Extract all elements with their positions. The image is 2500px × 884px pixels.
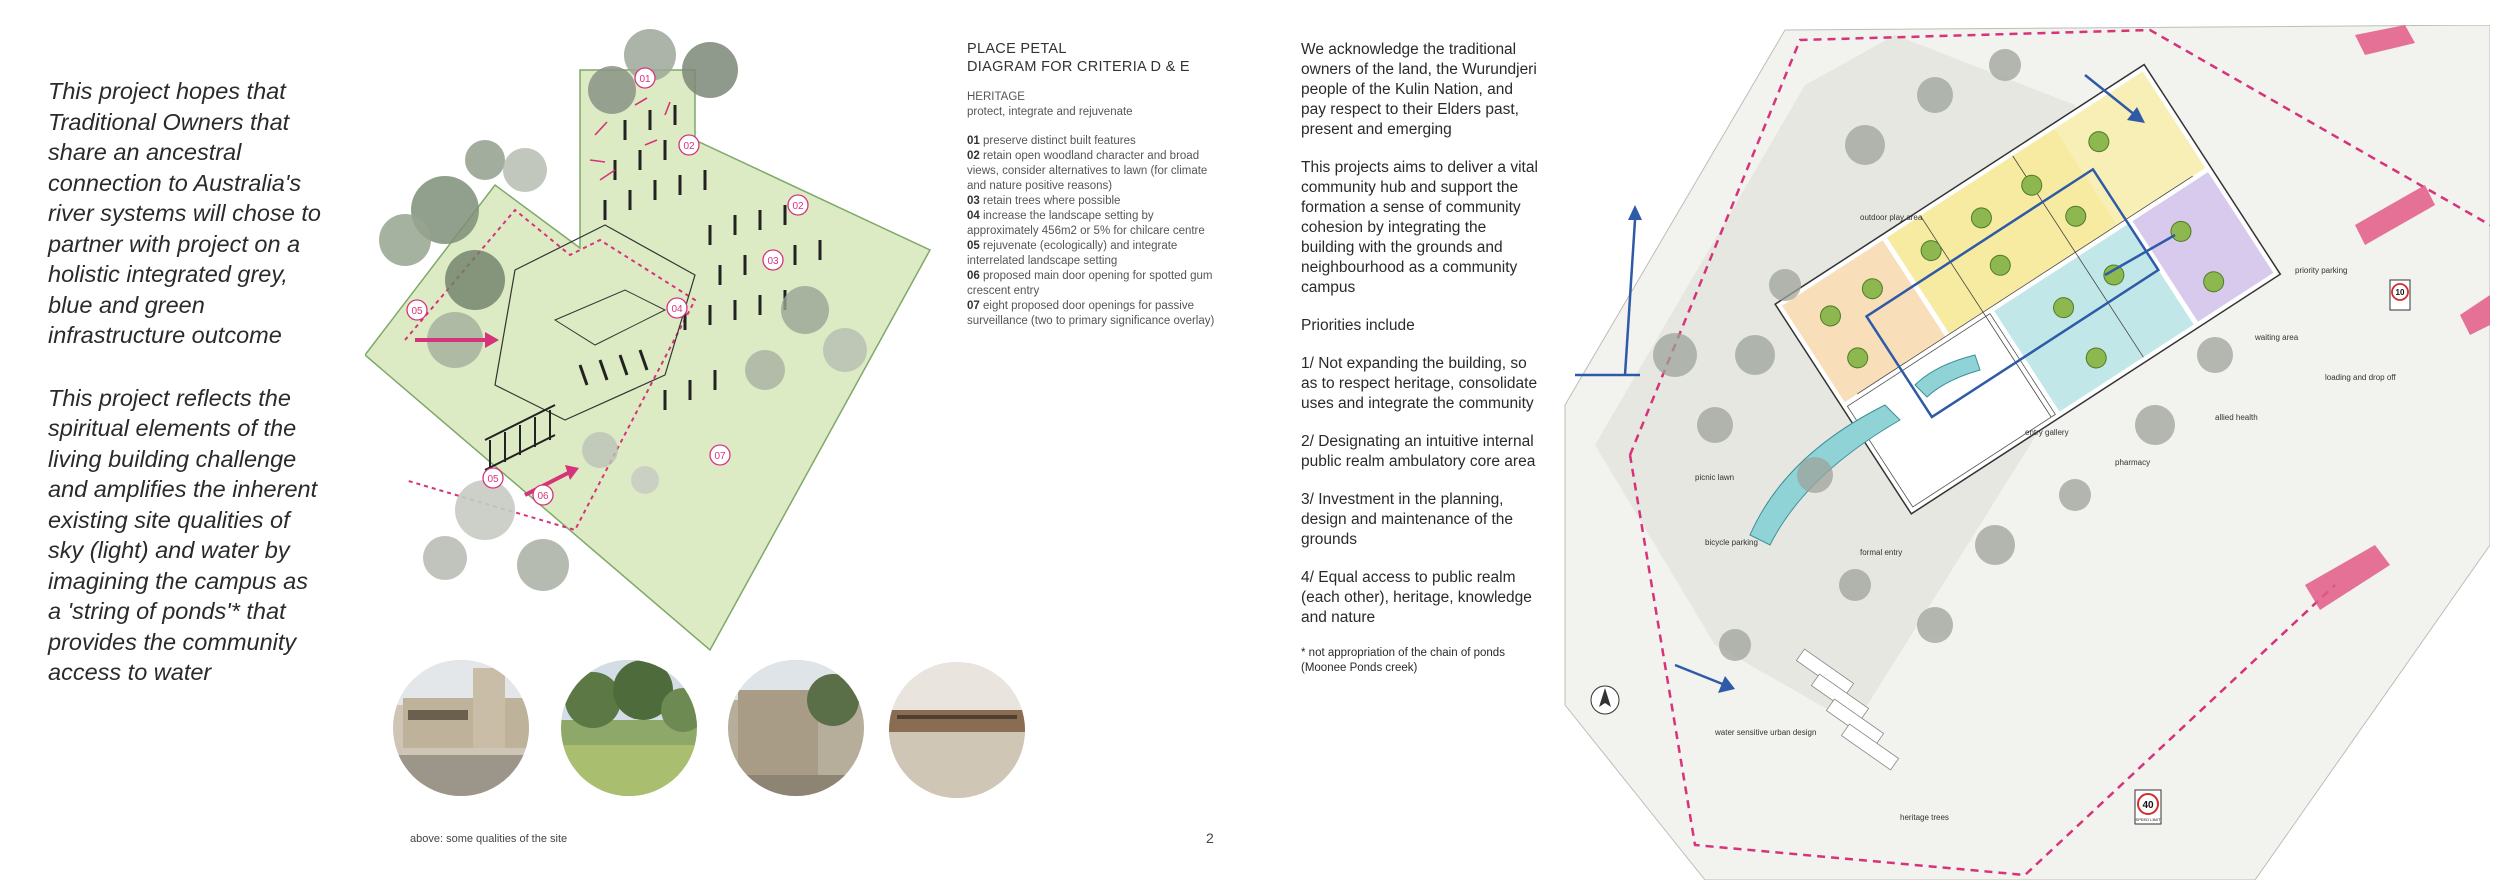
ack-paragraph-6: 3/ Investment in the planning, design and maintenance of the grounds (1301, 491, 1513, 548)
ack-paragraph-1: We acknowledge the traditional owners of the land, the Wurundjeri people of the Kulin Nation, and pay respect to their Elders past, present and emerging (1301, 41, 1537, 138)
list-item: 05 rejuvenate (ecologically) and integrate interrelated landscape setting (967, 240, 1178, 267)
label-outdoor-play: outdoor play area (1860, 213, 1923, 222)
marker-06 (763, 250, 783, 270)
marker-label: 02 (792, 201, 804, 212)
label-heritage-trees: heritage trees (1900, 813, 1949, 822)
ack-paragraph-5: 2/ Designating an intuitive internal public realm ambulatory core area (1301, 433, 1536, 470)
list-item: 01 preserve distinct built features (967, 135, 1136, 147)
marker-label: 03 (767, 256, 779, 267)
label-picnic-lawn: picnic lawn (1695, 473, 1735, 482)
page-number: 2 (1206, 830, 1214, 846)
site-photos (393, 660, 873, 800)
marker-label: 05 (411, 306, 423, 317)
marker-label: 05 (487, 474, 499, 485)
label-allied-health: allied health (2215, 413, 2258, 422)
label-priority-parking: priority parking (2295, 266, 2348, 275)
petal-subtitle: protect, integrate and rejuvenate (967, 106, 1133, 118)
list-item: 04 increase the landscape setting by approximately 456m2 or 5% for chilcare centre (967, 210, 1205, 237)
list-item: 03 retain trees where possible (967, 195, 1121, 207)
site-plan (1555, 25, 2490, 880)
marker-03 (533, 485, 553, 505)
speed-40-label: SPEED LIMIT (2135, 817, 2161, 822)
marker-label: 04 (671, 304, 683, 315)
marker-label: 02 (683, 141, 695, 152)
ack-paragraph-2: This projects aims to deliver a vital community hub and support the formation a sense of community cohesion by integrating the building with the grounds and neighbourhood as a community campus (1301, 159, 1538, 296)
petal-list (967, 134, 1222, 329)
label-entry-gallery: entry gallery (2025, 428, 2069, 437)
petal-title-1: PLACE PETAL (967, 41, 1067, 57)
marker-05-b (710, 445, 730, 465)
intro-text (48, 76, 323, 720)
photo-interior-circle (887, 660, 1027, 800)
label-waiting-area: waiting area (2255, 333, 2299, 342)
acknowledgement-text (1301, 40, 1541, 676)
speed-sign-40 (2135, 790, 2161, 824)
speed-40-value: 40 (2142, 800, 2154, 811)
ack-footnote: * not appropriation of the chain of ponds (Moonee Ponds creek) (1301, 647, 1505, 674)
label-loading: loading and drop off (2325, 373, 2396, 382)
north-arrow-icon (1591, 686, 1619, 714)
intro-paragraph-2: This project reflects the spiritual elements of the living building challenge and amplifies the inherent existing site qualities of sky (light) and water by imagining the campus as a 'string of ponds'* that provides the community access to water (48, 384, 318, 685)
marker-05-a (788, 195, 808, 215)
marker-label: 01 (639, 74, 651, 85)
marker-04 (635, 68, 655, 88)
photo-concrete-building (393, 660, 533, 800)
list-item: 07 eight proposed door openings for passive surveillance (two to primary significance overlay) (967, 300, 1215, 327)
place-petal-text (967, 40, 1222, 329)
intro-paragraph-1: This project hopes that Traditional Owners that share an ancestral connection to Australia's river systems will chose to partner with project on a holistic integrated grey, blue and green infrastructure outcome (48, 78, 321, 348)
photo-concrete-cylinder (728, 660, 868, 800)
label-water-sensitive: water sensitive urban design (1715, 728, 1817, 737)
speed-sign-10 (2390, 280, 2410, 310)
label-pharmacy: pharmacy (2115, 458, 2151, 467)
site-diagram (365, 10, 945, 660)
ack-paragraph-3: Priorities include (1301, 317, 1415, 334)
label-bike-parking: bicycle parking (1705, 538, 1758, 547)
petal-section: HERITAGE (967, 91, 1025, 103)
marker-label: 06 (537, 491, 549, 502)
marker-label: 07 (714, 451, 726, 462)
list-item: 02 retain open woodland character and broad views, consider alternatives to lawn (for climate and nature positive reasons) (967, 150, 1208, 192)
petal-title-2: DIAGRAM FOR CRITERIA D & E (967, 59, 1190, 75)
ack-paragraph-4: 1/ Not expanding the building, so as to respect heritage, consolidate uses and integrate the community (1301, 355, 1538, 412)
photo-caption: above: some qualities of the site (410, 833, 568, 845)
photo-woodland (561, 660, 705, 800)
list-item: 06 proposed main door opening for spotted gum crescent entry (967, 270, 1213, 297)
ack-paragraph-7: 4/ Equal access to public realm (each other), heritage, knowledge and nature (1301, 569, 1532, 626)
speed-10-value: 10 (2395, 288, 2405, 297)
marker-01 (667, 298, 687, 318)
label-formal-entry: formal entry (1860, 548, 1903, 557)
marker-02-a (407, 300, 427, 320)
marker-02-b (483, 468, 503, 488)
marker-07 (679, 135, 699, 155)
